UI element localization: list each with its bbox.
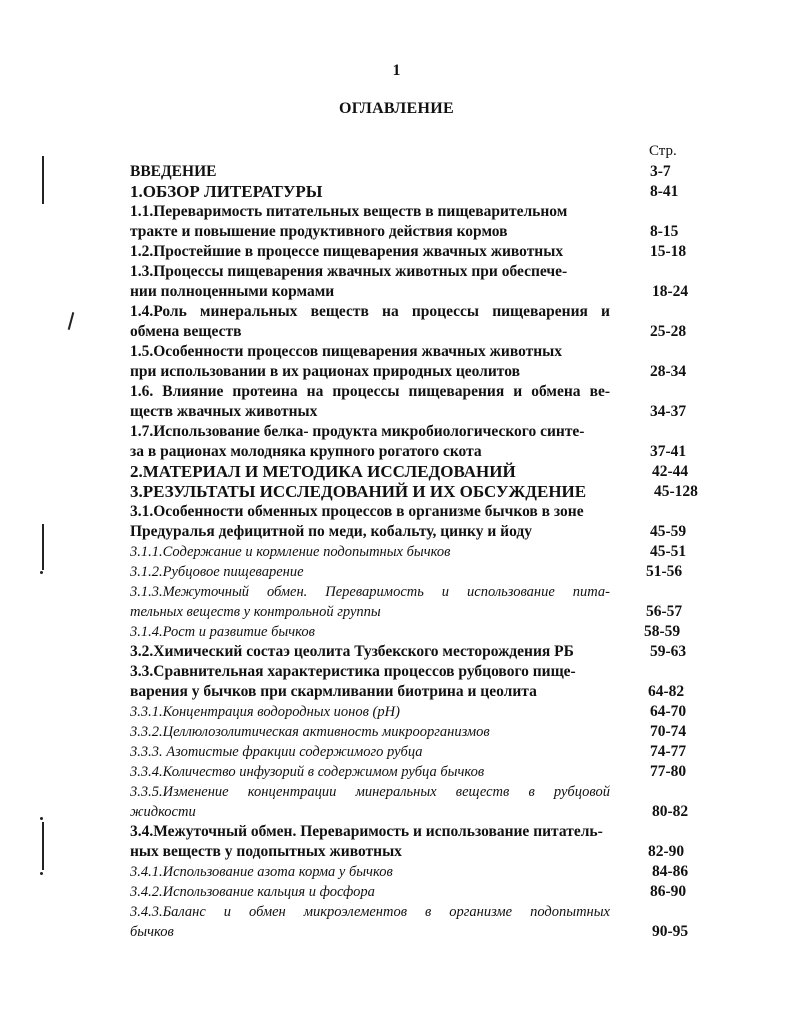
toc-entry-text: 3.РЕЗУЛЬТАТЫ ИССЛЕДОВАНИЙ И ИХ ОБСУЖДЕНИЕ [130, 482, 587, 501]
toc-entry-pages: 15-18 [650, 243, 687, 260]
toc-entry [130, 182, 710, 202]
toc-entry-text: ществ жвачных животных [130, 403, 318, 420]
toc-entry-pages: 74-77 [650, 743, 687, 760]
toc-entry-text: 3.2.Химический состаэ цеолита Тузбекского месторождения РБ [130, 643, 574, 660]
toc-entry [130, 542, 710, 562]
toc-entry-text: 3.4.Межуточный обмен. Переваримость и использование питатель- [130, 823, 603, 840]
toc-entry-pages: 3-7 [650, 163, 671, 180]
toc-entry-pages: 70-74 [650, 723, 687, 740]
toc-entry-text: варения у бычков при скармливании биотрина и цеолита [130, 683, 537, 700]
scan-mark [68, 312, 75, 330]
toc-entry-text: 3.3.3. Азотистые фракции содержимого рубца [130, 744, 423, 760]
toc-entry-text: обмена веществ [130, 323, 242, 340]
toc-entry-text: 1.6. Влияние протеина на процессы пищеварения и обмена ве- [130, 383, 610, 400]
toc-entry-pages: 84-86 [652, 863, 689, 880]
scan-mark [42, 156, 44, 204]
scan-dot [40, 872, 43, 875]
toc-entry-text: 1.1.Переваримость питательных веществ в пищеварительном [130, 203, 568, 220]
toc-entry-pages: 77-80 [650, 763, 687, 780]
toc-entry-text: ВВЕДЕНИЕ [130, 163, 217, 180]
toc-entry-pages: 59-63 [650, 643, 687, 660]
toc-entry-text: 3.3.4.Количество инфузорий в содержимом рубца бычков [130, 764, 485, 780]
toc-entry-text: 1.4.Роль минеральных веществ на процессы пищеварения и [130, 303, 610, 320]
toc-entry-text: нии полноценными кормами [130, 283, 335, 300]
toc-entry-text: бычков [130, 924, 174, 940]
toc-entry [130, 782, 710, 822]
toc-entry-pages: 45-128 [654, 483, 698, 500]
toc-entry-text: при использовании в их рационах природных цеолитов [130, 363, 520, 380]
toc-entry-pages: 64-82 [648, 683, 685, 700]
scan-mark [42, 822, 44, 870]
toc-entry [130, 202, 710, 242]
table-of-contents [130, 162, 710, 942]
toc-entry [130, 702, 710, 722]
toc-entry-text: 2.МАТЕРИАЛ И МЕТОДИКА ИССЛЕДОВАНИЙ [130, 462, 516, 481]
toc-entry-text: 1.7.Использование белка- продукта микробиологического синте- [130, 423, 585, 440]
toc-entry-pages: 82-90 [648, 843, 685, 860]
toc-entry-text: тельных веществ у контрольной группы [130, 604, 381, 620]
toc-entry-text: 3.4.3.Баланс и обмен микроэлементов в организме подопытных [130, 904, 610, 920]
toc-entry-text: 3.1.3.Межуточный обмен. Переваримость и использование пита- [130, 584, 610, 600]
toc-entry-pages: 25-28 [650, 323, 687, 340]
toc-entry [130, 422, 710, 462]
toc-entry [130, 302, 710, 342]
toc-entry-text: 1.2.Простейшие в процессе пищеварения жвачных животных [130, 243, 564, 260]
toc-entry-pages: 42-44 [652, 463, 689, 480]
toc-entry-pages: 64-70 [650, 703, 687, 720]
toc-entry [130, 242, 710, 262]
toc-entry-pages: 18-24 [652, 283, 689, 300]
toc-entry-text: 3.1.1.Содержание и кормление подопытных бычков [130, 544, 451, 560]
toc-entry-text: Предуралья дефицитной по меди, кобальту, цинку и йоду [130, 523, 532, 540]
toc-entry [130, 562, 710, 582]
toc-entry [130, 342, 710, 382]
toc-entry [130, 502, 710, 542]
toc-entry [130, 862, 710, 882]
toc-entry-text: 3.1.Особенности обменных процессов в организме бычков в зоне [130, 503, 584, 520]
toc-entry-text: 3.3.5.Изменение концентрации минеральных веществ в рубцовой [130, 784, 610, 800]
toc-entry-text: 3.3.Сравнительная характеристика процессов рубцового пище- [130, 663, 576, 680]
toc-entry [130, 882, 710, 902]
toc-entry [130, 582, 710, 622]
toc-entry-pages: 56-57 [646, 603, 683, 620]
pages-column-header: Стр. [649, 143, 677, 159]
toc-entry-pages: 51-56 [646, 563, 683, 580]
toc-entry-pages: 86-90 [650, 883, 687, 900]
toc-entry [130, 722, 710, 742]
toc-entry [130, 662, 710, 702]
toc-entry-text: 3.3.2.Целлюлозолитическая активность микроорганизмов [130, 724, 490, 740]
toc-entry-text: тракте и повышение продуктивного действия кормов [130, 223, 508, 240]
toc-entry [130, 742, 710, 762]
toc-entry-pages: 34-37 [650, 403, 687, 420]
page-number: 1 [392, 62, 401, 79]
toc-entry-pages: 58-59 [644, 623, 681, 640]
toc-entry-text: за в рационах молодняка крупного рогатого скота [130, 443, 482, 460]
toc-entry-pages: 8-15 [650, 223, 679, 240]
toc-entry-pages: 80-82 [652, 803, 689, 820]
toc-entry [130, 902, 710, 942]
toc-entry-pages: 8-41 [650, 183, 679, 200]
toc-entry-text: жидкости [130, 804, 196, 820]
toc-entry-pages: 90-95 [652, 923, 689, 940]
toc-entry [130, 822, 710, 862]
toc-entry-pages: 37-41 [650, 443, 687, 460]
toc-entry [130, 482, 710, 502]
toc-entry-text: 1.ОБЗОР ЛИТЕРАТУРЫ [130, 182, 323, 201]
toc-entry-text: 3.1.4.Рост и развитие бычков [130, 624, 315, 640]
toc-entry [130, 162, 710, 182]
toc-entry [130, 262, 710, 302]
toc-entry-text: 3.4.2.Использование кальция и фосфора [130, 884, 375, 900]
toc-entry [130, 642, 710, 662]
scan-mark [42, 524, 44, 570]
toc-entry-pages: 45-59 [650, 523, 687, 540]
toc-entry-text: 1.3.Процессы пищеварения жвачных животных при обеспече- [130, 263, 568, 280]
toc-entry [130, 462, 710, 482]
toc-entry [130, 622, 710, 642]
toc-entry-text: ных веществ у подопытных животных [130, 843, 402, 860]
scan-dot [40, 817, 43, 820]
toc-entry [130, 762, 710, 782]
toc-entry-pages: 28-34 [650, 363, 687, 380]
page-title: ОГЛАВЛЕНИЕ [339, 100, 454, 117]
toc-entry-pages: 45-51 [650, 543, 687, 560]
toc-entry-text: 1.5.Особенности процессов пищеварения жвачных животных [130, 343, 563, 360]
toc-entry-text: 3.3.1.Концентрация водородных ионов (рН) [130, 704, 400, 720]
toc-entry-text: 3.1.2.Рубцовое пищеварение [130, 564, 304, 580]
scan-dot [40, 571, 43, 574]
toc-entry-text: 3.4.1.Использование азота корма у бычков [130, 864, 393, 880]
toc-entry [130, 382, 710, 422]
